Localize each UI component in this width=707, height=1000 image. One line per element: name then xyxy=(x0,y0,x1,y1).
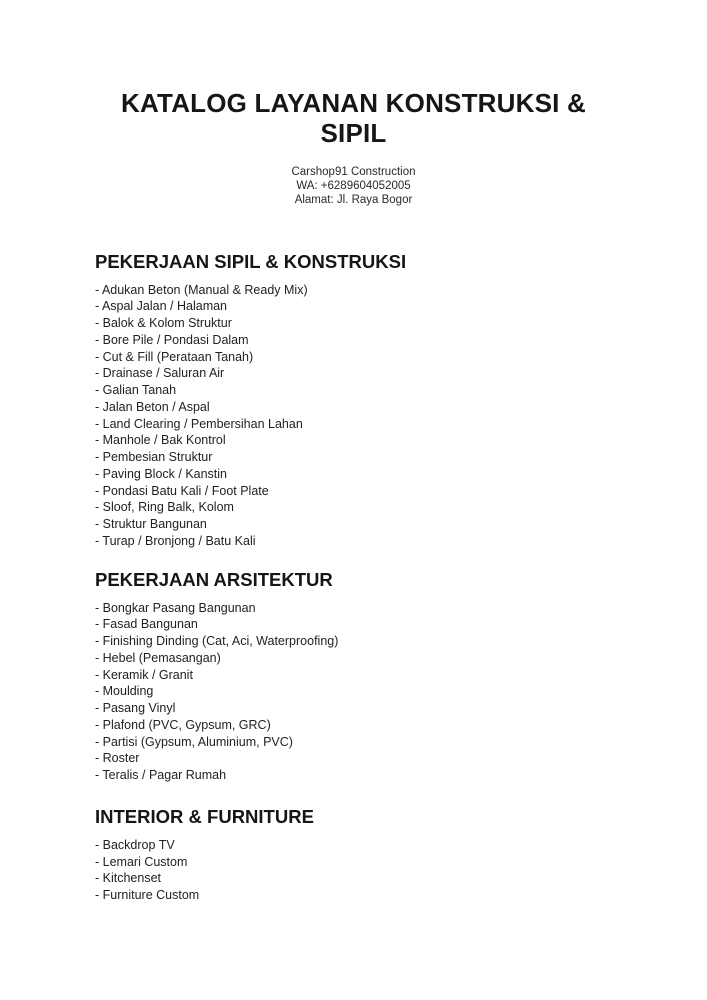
list-item: - Pembesian Struktur xyxy=(95,450,213,465)
list-item: - Partisi (Gypsum, Aluminium, PVC) xyxy=(95,734,293,749)
list-item: - Paving Block / Kanstin xyxy=(95,466,228,481)
list-item: - Bore Pile / Pondasi Dalam xyxy=(95,332,249,347)
list-item: - Land Clearing / Pembersihan Lahan xyxy=(95,416,303,431)
section-pekerjaan-sipil-konstruksi xyxy=(95,251,612,550)
list-item: - Adukan Beton (Manual & Ready Mix) xyxy=(95,282,308,297)
contact-whatsapp: WA: +6289604052005 xyxy=(296,180,411,193)
list-item: - Keramik / Granit xyxy=(95,667,193,682)
list-item: - Fasad Bangunan xyxy=(95,617,198,632)
section-list xyxy=(95,837,612,904)
section-heading: PEKERJAAN ARSITEKTUR xyxy=(95,568,333,590)
list-item: - Pondasi Batu Kali / Foot Plate xyxy=(95,483,269,498)
section-heading: PEKERJAAN SIPIL & KONSTRUKSI xyxy=(95,250,407,272)
list-item: - Struktur Bangunan xyxy=(95,517,207,532)
document-title: KATALOG LAYANAN KONSTRUKSI & SIPIL xyxy=(121,88,586,149)
list-item: - Furniture Custom xyxy=(95,888,200,903)
section-pekerjaan-arsitektur xyxy=(95,569,612,784)
list-item: - Hebel (Pemasangan) xyxy=(95,650,221,665)
list-item: - Roster xyxy=(95,751,140,766)
contact-company: Carshop91 Construction xyxy=(291,166,416,179)
section-list xyxy=(95,600,612,784)
section-list xyxy=(95,282,612,550)
list-item: - Cut & Fill (Perataan Tanah) xyxy=(95,349,254,364)
list-item: - Moulding xyxy=(95,684,154,699)
list-item: - Galian Tanah xyxy=(95,383,177,398)
contact-address: Alamat: Jl. Raya Bogor xyxy=(294,193,413,206)
list-item: - Balok & Kolom Struktur xyxy=(95,316,232,331)
list-item: - Pasang Vinyl xyxy=(95,701,176,716)
list-item: - Bongkar Pasang Bangunan xyxy=(95,600,256,615)
list-item: - Lemari Custom xyxy=(95,854,188,869)
list-item: - Kitchenset xyxy=(95,871,162,886)
list-item: - Jalan Beton / Aspal xyxy=(95,399,210,414)
contact-block xyxy=(95,166,612,207)
list-item: - Backdrop TV xyxy=(95,837,175,852)
section-heading: INTERIOR & FURNITURE xyxy=(95,805,314,827)
list-item: - Plafond (PVC, Gypsum, GRC) xyxy=(95,717,271,732)
section-interior-furniture xyxy=(95,806,612,904)
list-item: - Drainase / Saluran Air xyxy=(95,366,225,381)
list-item: - Finishing Dinding (Cat, Aci, Waterproofing) xyxy=(95,634,339,649)
list-item: - Sloof, Ring Balk, Kolom xyxy=(95,500,234,515)
list-item: - Manhole / Bak Kontrol xyxy=(95,433,226,448)
list-item: - Aspal Jalan / Halaman xyxy=(95,299,228,314)
list-item: - Turap / Bronjong / Batu Kali xyxy=(95,533,256,548)
list-item: - Teralis / Pagar Rumah xyxy=(95,768,227,783)
